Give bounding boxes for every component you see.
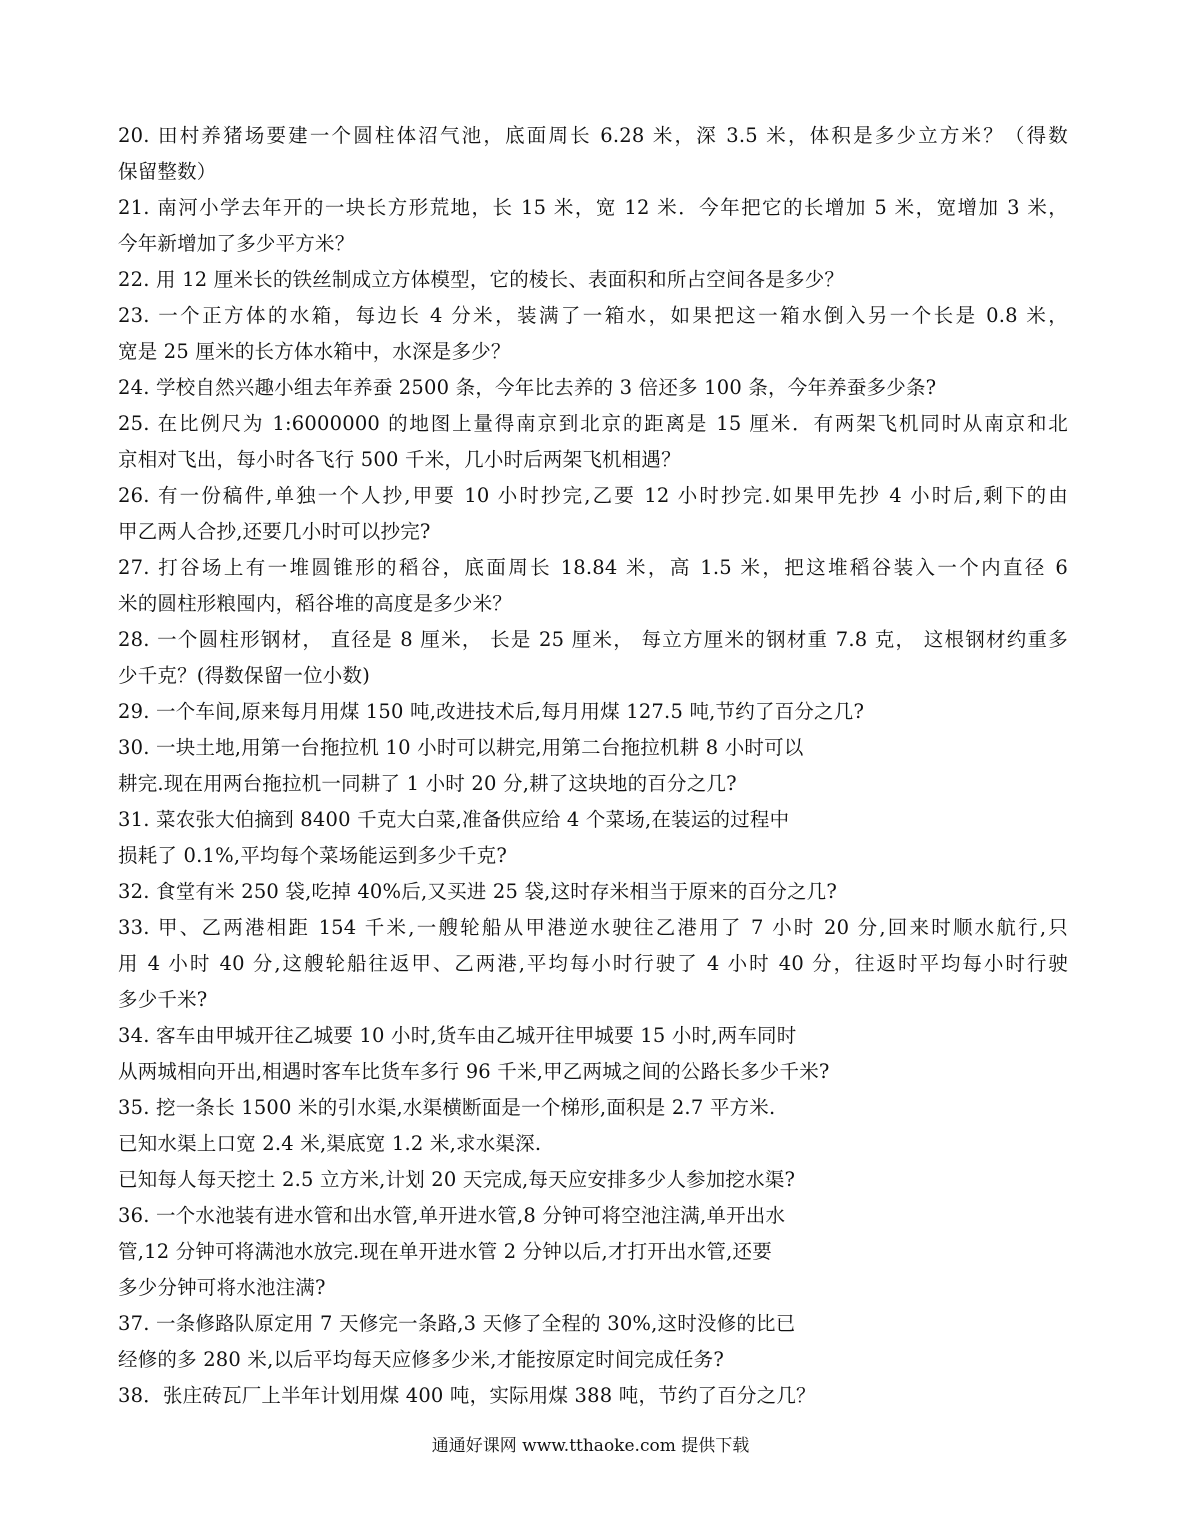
text-line: 甲乙两人合抄,还要几小时可以抄完? (118, 520, 431, 543)
text-line: 米的圆柱形粮囤内，稻谷堆的高度是多少米？ (118, 592, 513, 615)
text-line: 耕完.现在用两台拖拉机一同耕了 1 小时 20 分,耕了这块地的百分之几? (118, 772, 737, 795)
text-line: 25. 在比例尺为 1:6000000 的地图上量得南京到北京的距离是 15 厘米．有两架飞机同时从南京和北 (118, 412, 1068, 435)
text-line: 30. 一块土地,用第一台拖拉机 10 小时可以耕完,用第二台拖拉机耕 8 小时可以 (118, 736, 804, 759)
text-line: 宽是 25 厘米的长方体水箱中，水深是多少？ (118, 340, 511, 363)
text-line: 管,12 分钟可将满池水放完.现在单开进水管 2 分钟以后,才打开出水管,还要 (118, 1240, 772, 1263)
text-line: 用 4 小时 40 分,这艘轮船往返甲、乙两港,平均每小时行驶了 4 小时 40 分，往返时平均每小时行驶 (118, 952, 1068, 975)
text-line: 今年新增加了多少平方米？ (118, 232, 355, 255)
text-line: 34. 客车由甲城开往乙城要 10 小时,货车由乙城开往甲城要 15 小时,两车同时 (118, 1024, 797, 1047)
text-line: 保留整数） (118, 160, 217, 183)
text-line: 33. 甲、乙两港相距 154 千米,一艘轮船从甲港逆水驶往乙港用了 7 小时 20 分,回来时顺水航行,只 (118, 916, 1068, 939)
text-line: 26. 有一份稿件,单独一个人抄,甲要 10 小时抄完,乙要 12 小时抄完.如果甲先抄 4 小时后,剩下的由 (118, 484, 1068, 507)
text-line: 京相对飞出，每小时各飞行 500 千米，几小时后两架飞机相遇？ (118, 448, 681, 471)
text-line: 多少千米? (118, 988, 208, 1011)
text-line: 多少分钟可将水池注满? (118, 1276, 326, 1299)
text-line: 从两城相向开出,相遇时客车比货车多行 96 千米,甲乙两城之间的公路长多少千米? (118, 1060, 830, 1083)
text-line: 21. 南河小学去年开的一块长方形荒地，长 15 米，宽 12 米．今年把它的长增加 5 米，宽增加 3 米， (118, 196, 1068, 219)
text-line: 32. 食堂有米 250 袋,吃掉 40%后,又买进 25 袋,这时存米相当于原来的百分之几? (118, 880, 838, 903)
text-line: 少千克？(得数保留一位小数) (118, 664, 371, 687)
text-line: 已知水渠上口宽 2.4 米,渠底宽 1.2 米,求水渠深. (118, 1132, 542, 1155)
text-line: 37. 一条修路队原定用 7 天修完一条路,3 天修了全程的 30%,这时没修的比已 (118, 1312, 796, 1335)
text-line: 35. 挖一条长 1500 米的引水渠,水渠横断面是一个梯形,面积是 2.7 平方米. (118, 1096, 776, 1119)
text-line: 20. 田村养猪场要建一个圆柱体沼气池，底面周长 6.28 米，深 3.5 米，体积是多少立方米？（得数 (118, 124, 1068, 147)
text-line: 23. 一个正方体的水箱，每边长 4 分米，装满了一箱水，如果把这一箱水倒入另一个长是 0.8 米， (118, 304, 1068, 327)
page-footer: 通通好课网 www.tthaoke.com 提供下载 (431, 1436, 750, 1456)
text-line: 经修的多 280 米,以后平均每天应修多少米,才能按原定时间完成任务? (118, 1348, 724, 1371)
text-line: 28. 一个圆柱形钢材， 直径是 8 厘米， 长是 25 厘米， 每立方厘米的钢材重 7.8 克， 这根钢材约重多 (118, 628, 1068, 651)
text-line: 损耗了 0.1%,平均每个菜场能运到多少千克? (118, 844, 507, 867)
text-line: 27. 打谷场上有一堆圆锥形的稻谷，底面周长 18.84 米，高 1.5 米，把这堆稻谷装入一个内直径 6 (118, 556, 1068, 579)
text-line: 38．张庄砖瓦厂上半年计划用煤 400 吨，实际用煤 388 吨，节约了百分之几？ (118, 1384, 816, 1407)
text-line: 24. 学校自然兴趣小组去年养蚕 2500 条，今年比去养的 3 倍还多 100 条，今年养蚕多少条? (118, 376, 937, 399)
text-line: 22. 用 12 厘米长的铁丝制成立方体模型，它的棱长、表面积和所占空间各是多少？ (118, 268, 845, 291)
text-line: 已知每人每天挖土 2.5 立方米,计划 20 天完成,每天应安排多少人参加挖水渠? (118, 1168, 796, 1191)
document-body (118, 118, 1068, 1414)
text-line: 31. 菜农张大伯摘到 8400 千克大白菜,准备供应给 4 个菜场,在装运的过程中 (118, 808, 790, 831)
text-line: 36. 一个水池装有进水管和出水管,单开进水管,8 分钟可将空池注满,单开出水 (118, 1204, 786, 1227)
text-line: 29. 一个车间,原来每月用煤 150 吨,改进技术后,每月用煤 127.5 吨,节约了百分之几? (118, 700, 865, 723)
